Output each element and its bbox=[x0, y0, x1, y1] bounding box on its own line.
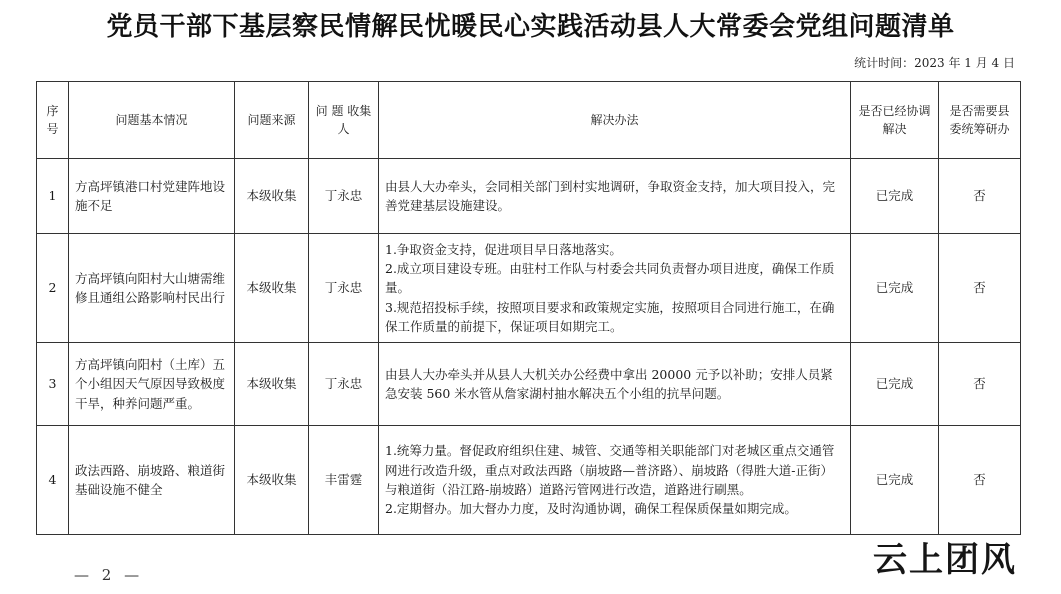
table-header-row bbox=[37, 82, 1021, 159]
cell-source: 本级收集 bbox=[235, 343, 309, 426]
cell-no: 3 bbox=[37, 343, 69, 426]
cell-solution bbox=[379, 234, 851, 343]
cell-collector: 丁永忠 bbox=[309, 234, 379, 343]
issues-table bbox=[36, 81, 1021, 535]
cell-source: 本级收集 bbox=[235, 159, 309, 234]
cell-solution bbox=[379, 426, 851, 535]
header-collector: 问 题 收集人 bbox=[309, 82, 379, 159]
page-number: — 2 — bbox=[74, 566, 144, 584]
cell-solution bbox=[379, 159, 851, 234]
header-solution: 解决办法 bbox=[379, 82, 851, 159]
header-source: 问题来源 bbox=[235, 82, 309, 159]
cell-issue: 方高坪镇向阳村（土库）五个小组因天气原因导致极度干旱，种养问题严重。 bbox=[69, 343, 235, 426]
solution-line: 2.定期督办。加大督办力度，及时沟通协调，确保工程保质保量如期完成。 bbox=[385, 501, 797, 517]
cell-solution bbox=[379, 343, 851, 426]
cell-source: 本级收集 bbox=[235, 234, 309, 343]
cell-no: 1 bbox=[37, 159, 69, 234]
cell-issue: 方高坪镇港口村党建阵地设施不足 bbox=[69, 159, 235, 234]
header-resolved: 是否已经协调解决 bbox=[851, 82, 939, 159]
cell-collector: 丁永忠 bbox=[309, 343, 379, 426]
cell-collector: 丁永忠 bbox=[309, 159, 379, 234]
cell-resolved: 已完成 bbox=[851, 343, 939, 426]
cell-issue: 方高坪镇向阳村大山塘需维修且通组公路影响村民出行 bbox=[69, 234, 235, 343]
cell-county-study: 否 bbox=[939, 234, 1021, 343]
solution-line: 2.成立项目建设专班。由驻村工作队与村委会共同负责督办项目进度，确保工作质量。 bbox=[385, 260, 835, 296]
solution-line: 由县人大办牵头并从县人大机关办公经费中拿出 20000 元予以补助；安排人员紧急安装 560 米水管从詹家湖村抽水解决五个小组的抗旱问题。 bbox=[385, 366, 833, 401]
cell-resolved: 已完成 bbox=[851, 426, 939, 535]
header-issue: 问题基本情况 bbox=[69, 82, 235, 159]
cell-resolved: 已完成 bbox=[851, 159, 939, 234]
cell-source: 本级收集 bbox=[235, 426, 309, 535]
solution-line: 1.争取资金支持，促进项目早日落地落实。 bbox=[385, 241, 622, 257]
cell-collector: 丰雷霆 bbox=[309, 426, 379, 535]
solution-line: 由县人大办牵头，会同相关部门到村实地调研，争取资金支持，加大项目投入，完善党建基层设施建设。 bbox=[385, 178, 836, 213]
table-row bbox=[37, 234, 1021, 343]
cell-county-study: 否 bbox=[939, 159, 1021, 234]
solution-line: 1.统筹力量。督促政府组织住建、城管、交通等相关职能部门对老城区重点交通管网进行改造升级，重点对政法西路（崩坡路—普济路）、崩坡路（得胜大道-正街）与粮道街（沿江路-崩坡路）道路污管网进行改造，道路进行刷黑。 bbox=[385, 443, 835, 497]
header-no: 序号 bbox=[37, 82, 69, 159]
table-row bbox=[37, 426, 1021, 535]
table-row bbox=[37, 343, 1021, 426]
statistics-time: 统计时间：2023 年 1 月 4 日 bbox=[854, 56, 1015, 70]
cell-county-study: 否 bbox=[939, 343, 1021, 426]
cell-no: 4 bbox=[37, 426, 69, 535]
document-title: 党员干部下基层察民情解民忧暖民心实践活动县人大常委会党组问题清单 bbox=[106, 12, 955, 42]
cell-issue: 政法西路、崩坡路、粮道街基础设施不健全 bbox=[69, 426, 235, 535]
cell-no: 2 bbox=[37, 234, 69, 343]
table-row bbox=[37, 159, 1021, 234]
cell-resolved: 已完成 bbox=[851, 234, 939, 343]
header-county-study: 是否需要县 委统筹研办 bbox=[939, 82, 1021, 159]
cell-county-study: 否 bbox=[939, 426, 1021, 535]
watermark-logo: 云上团风 bbox=[873, 540, 1017, 580]
solution-line: 3.规范招投标手续，按照项目要求和政策规定实施，按照项目合同进行施工，在确保工作质量的前提下，保证项目如期完工。 bbox=[385, 299, 835, 335]
